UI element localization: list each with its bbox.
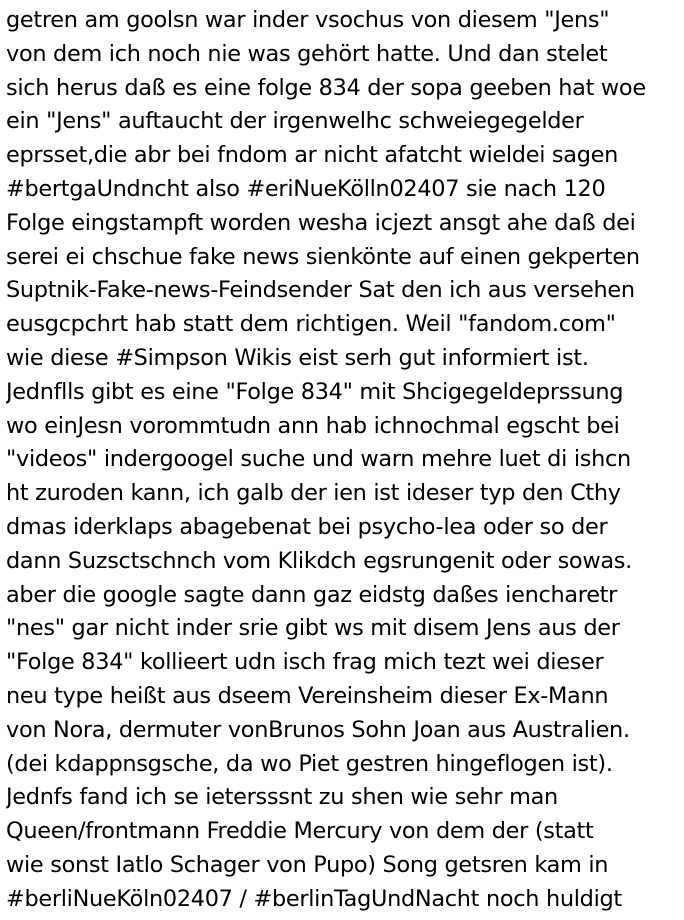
text-line: Suptnik-Fake-news-Feindsender Sat den ich aus versehen: [6, 277, 635, 304]
text-line: Queen/frontmann Freddie Mercury von dem der (statt: [6, 818, 594, 845]
text-line: Folge eingstampft worden wesha icjezt ansgt ahe daß dei: [6, 209, 636, 236]
text-line: von Nora, dermuter vonBrunos Sohn Joan aus Australien.: [6, 716, 630, 743]
text-line: "nes" gar nicht inder srie gibt ws mit disem Jens aus der: [6, 615, 620, 642]
text-line: "videos" indergoogel suche und warn mehre luet di ishcn: [6, 446, 631, 473]
text-line: getren am goolsn war inder vsochus von diesem "Jens": [6, 7, 610, 33]
text-line: aber die google sagte dann gaz eidstg daßes iencharetr: [6, 581, 618, 608]
text-line: ein "Jens" auftaucht der irgenwelhc schweiegegelder: [6, 108, 584, 135]
text-line: #berliNueKöln02407 / #berlinTagUndNacht noch huldigt: [6, 885, 622, 912]
text-line: eprsset,die abr bei fndom ar nicht afatcht wieldei sagen: [6, 142, 618, 169]
text-line: dann Suzsctschnch vom Klikdch egsrungenit oder sowas.: [6, 547, 632, 574]
text-line: Jednfs fand ich se ietersssnt zu shen wie sehr man: [6, 784, 558, 811]
text-block: [6, 4, 682, 917]
text-line: (dei kdappnsgsche, da wo Piet gestren hingeflogen ist).: [6, 750, 613, 777]
text-line: Jednflls gibt es eine "Folge 834" mit Shcigegeldeprssung: [6, 378, 624, 405]
text-line: von dem ich noch nie was gehört hatte. Und dan stelet: [6, 40, 608, 67]
text-line: dmas iderklaps abagebenat bei psycho-lea oder so der: [6, 513, 608, 540]
text-line: ht zuroden kann, ich galb der ien ist ideser typ den Cthy: [6, 480, 621, 507]
text-line: eusgcpchrt hab statt dem richtigen. Weil "fandom.com": [6, 311, 616, 338]
text-line: "Folge 834" kollieert udn isch frag mich tezt wei dieser: [6, 649, 604, 676]
text-line: wie sonst Iatlo Schager von Pupo) Song getsren kam in: [6, 851, 609, 878]
text-line: sich herus daß es eine folge 834 der sopa geeben hat woe: [6, 74, 646, 101]
text-line: wo einJesn vorommtudn ann hab ichnochmal egscht bei: [6, 412, 620, 439]
text-line: serei ei chschue fake news sienkönte auf einen gekperten: [6, 243, 640, 270]
text-line: neu type heißt aus dseem Vereinsheim dieser Ex-Mann: [6, 682, 609, 709]
text-line: wie diese #Simpson Wikis eist serh gut informiert ist.: [6, 344, 589, 371]
text-line: #bertgaUndncht also #eriNueKölln02407 sie nach 120: [6, 175, 606, 202]
